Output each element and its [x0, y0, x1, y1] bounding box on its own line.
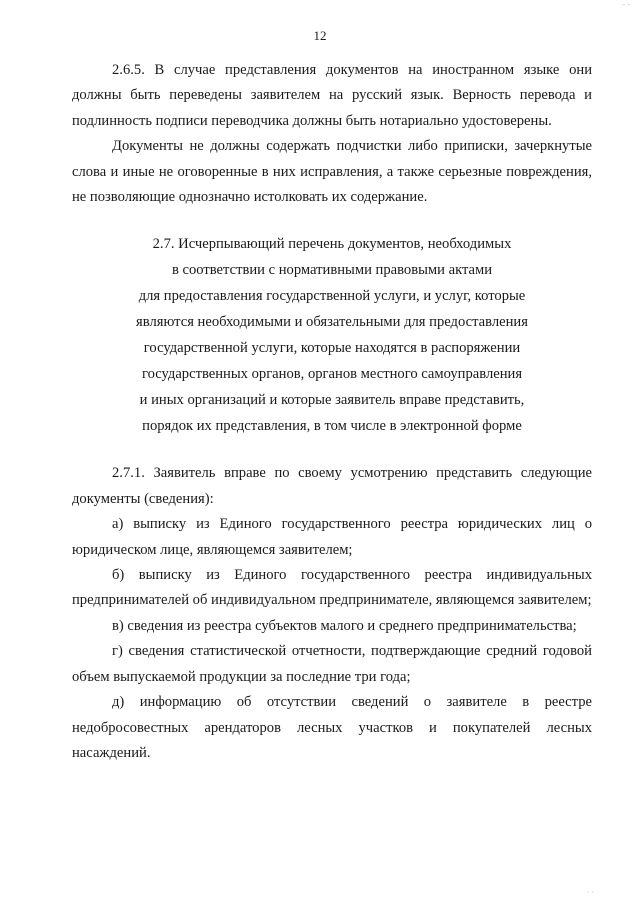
- heading-line: являются необходимыми и обязательными для предоставления: [136, 314, 528, 331]
- document-body: [72, 58, 592, 766]
- heading-line: 2.7. Исчерпывающий перечень документов, необходимых: [152, 236, 512, 253]
- heading-line: государственных органов, органов местного самоуправления: [141, 366, 523, 383]
- scan-corner-mark-top: - -: [622, 0, 630, 9]
- list-item-a: а) выписку из Единого государственного реестра юридических лиц о юридическом лице, являющемся заявителем;: [72, 516, 592, 558]
- heading-line: государственной услуги, которые находятся в распоряжении: [143, 340, 521, 357]
- list-item-g: г) сведения статистической отчетности, подтверждающие средний годовой объем выпускаемой продукции за последние три года;: [72, 643, 592, 685]
- list-item-v: в) сведения из реестра субъектов малого и среднего предпринимательства;: [112, 617, 577, 634]
- heading-line: в соответствии с нормативными правовыми актами: [171, 262, 493, 279]
- list-item-b: б) выписку из Единого государственного реестра индивидуальных предпринимателей об индивидуальном предпринимателе, являющемся заявителем;: [72, 567, 592, 609]
- heading-line: для предоставления государственной услуги, и услуг, которые: [138, 288, 526, 305]
- heading-line: порядок их представления, в том числе в электронной форме: [142, 418, 522, 435]
- paragraph-documents-requirements: Документы не должны содержать подчистки либо приписки, зачеркнутые слова и иные не оговоренные в них исправления, а также серьезные повреждения, не позволяющие однозначно истолковать их содержание.: [72, 138, 592, 206]
- paragraph-2-7-1-intro: 2.7.1. Заявитель вправе по своему усмотрению представить следующие документы (сведения):: [72, 465, 592, 507]
- paragraph-2-6-5: 2.6.5. В случае представления документов на иностранном языке они должны быть переведены заявителем на русский язык. Верность перевода и подлинность подписи переводчика должны быть нотариально удостоверены.: [72, 62, 592, 129]
- scan-corner-mark-bottom: · ·: [586, 888, 594, 897]
- section-heading-2-7: [72, 231, 592, 439]
- heading-line: и иных организаций и которые заявитель вправе представить,: [139, 392, 525, 409]
- page-number: 12: [313, 28, 327, 43]
- list-item-d: д) информацию об отсутствии сведений о заявителе в реестре недобросовестных арендаторов лесных участков и покупателей лесных насаждений.: [72, 694, 592, 761]
